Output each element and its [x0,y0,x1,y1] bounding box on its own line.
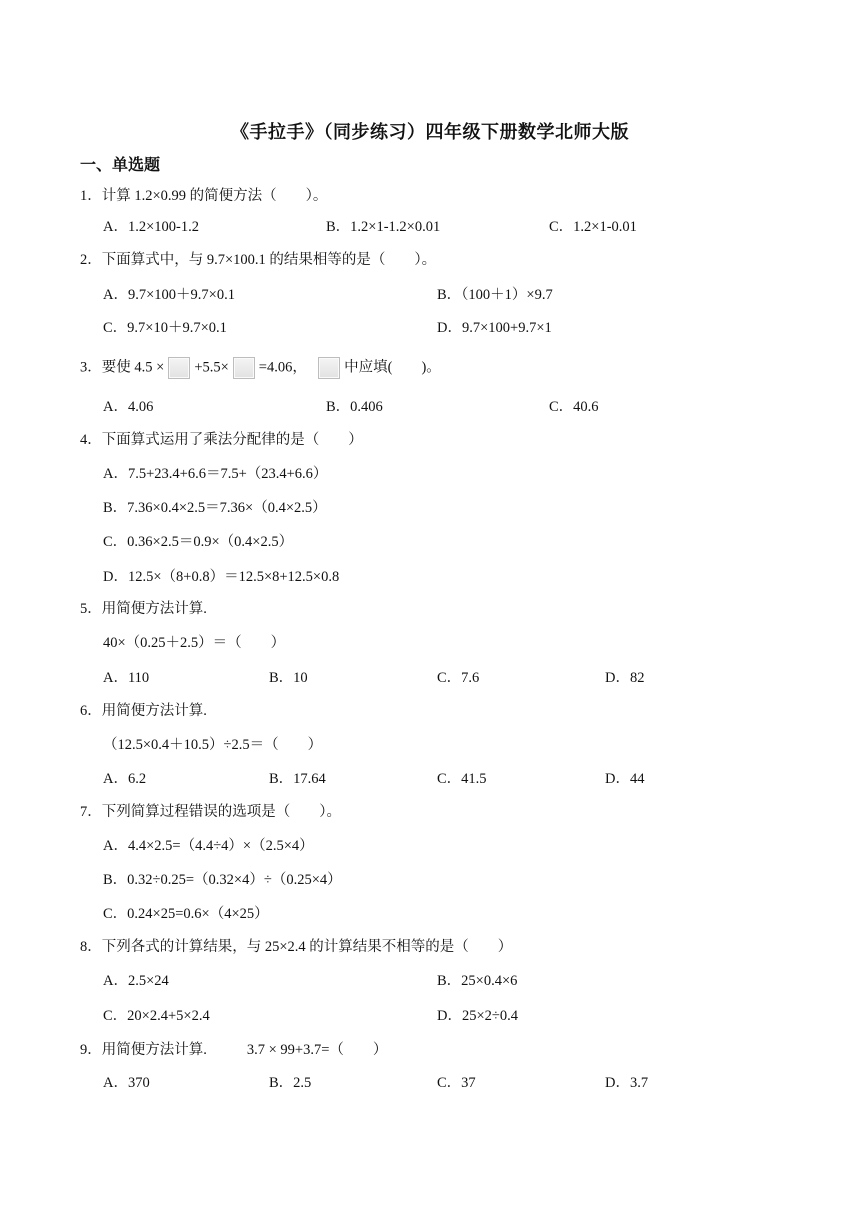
question-text: 用简便方法计算. [101,601,207,617]
question-8 [80,937,512,957]
question-number: 4． [80,432,102,448]
question-text: 用简便方法计算. [101,703,207,719]
option-c: C．0.24×25=0.6×（4×25） [103,906,269,922]
question-number: 9． [80,1042,102,1058]
option-a: A．4.4×2.5=（4.4÷4）×（2.5×4） [103,838,314,854]
option-a: A．2.5×24 [103,973,169,989]
option-d: D．25×2÷0.4 [437,1008,518,1024]
option-b: B．（100＋1）×9.7 [437,287,553,303]
question-1 [80,186,327,206]
question-text-part1: 要使 4.5 × [101,359,165,376]
option-b: B．17.64 [269,771,326,787]
option-a: A．110 [103,670,150,686]
option-d: D．12.5×（8+0.8）＝12.5×8+12.5×0.8 [103,569,340,585]
option-b: B．10 [269,670,308,686]
question-text: 下面算式运用了乘法分配律的是（ ） [101,432,363,448]
option-a: A．4.06 [103,399,154,415]
blank-box-icon [233,357,255,379]
option-b: B．7.36×0.4×2.5＝7.36×（0.4×2.5） [103,500,327,516]
option-b: B．0.32÷0.25=（0.32×4）÷（0.25×4） [103,872,342,888]
question-text-part3: =4.06， [258,359,307,376]
option-c: C．40.6 [549,399,599,415]
question-expression: 3.7 × 99+3.7=（ ） [246,1042,388,1058]
question-text-part2: +5.5× [194,359,229,376]
question-number: 8． [80,939,102,955]
option-a: A．1.2×100-1.2 [103,219,199,235]
question-text: 用简便方法计算. [101,1042,207,1058]
option-d: D．44 [605,771,645,787]
question-number: 6． [80,703,102,719]
question-text: 下面算式中，与 9.7×100.1 的结果相等的是（ ）。 [101,252,437,268]
question-7 [80,802,341,822]
option-c: C．41.5 [437,771,487,787]
option-a: A．9.7×100＋9.7×0.1 [103,287,235,303]
question-6 [80,701,207,721]
section-heading: 一、单选题 [80,155,161,174]
question-expression: 40×（0.25＋2.5）＝（ ） [103,635,286,651]
question-number: 2． [80,252,102,268]
option-b: B．2.5 [269,1075,312,1091]
option-c: C．7.6 [437,670,480,686]
blank-box-icon [168,357,190,379]
option-d: D．3.7 [605,1075,649,1091]
page-title: 《手拉手》（同步练习）四年级下册数学北师大版 [231,122,629,143]
question-text: 下列简算过程错误的选项是（ ）。 [101,804,341,820]
blank-box-icon [318,357,340,379]
option-a: A．370 [103,1075,150,1091]
question-number: 3． [80,359,102,376]
option-d: D．82 [605,670,645,686]
question-text-part4: 中应填( )。 [344,359,441,376]
question-2 [80,250,436,270]
option-a: A．7.5+23.4+6.6＝7.5+（23.4+6.6） [103,466,328,482]
question-expression: （12.5×0.4＋10.5）÷2.5＝（ ） [103,737,323,753]
question-number: 5． [80,601,102,617]
question-number: 7． [80,804,102,820]
option-c: C．20×2.4+5×2.4 [103,1008,210,1024]
question-number: 1． [80,188,102,204]
question-9 [80,1040,387,1060]
option-a: A．6.2 [103,771,147,787]
question-text: 计算 1.2×0.99 的简便方法（ ）。 [101,188,328,204]
option-c: C．0.36×2.5＝0.9×（0.4×2.5） [103,534,294,550]
question-5 [80,599,207,619]
option-b: B．1.2×1-1.2×0.01 [326,219,441,235]
option-c: C．9.7×10＋9.7×0.1 [103,320,227,336]
question-4 [80,430,363,450]
option-b: B．25×0.4×6 [437,973,518,989]
question-3 [80,357,441,379]
question-text: 下列各式的计算结果，与 25×2.4 的计算结果不相等的是（ ） [101,939,513,955]
option-c: C．1.2×1-0.01 [549,219,637,235]
option-b: B．0.406 [326,399,383,415]
option-c: C．37 [437,1075,476,1091]
option-d: D．9.7×100+9.7×1 [437,320,552,336]
